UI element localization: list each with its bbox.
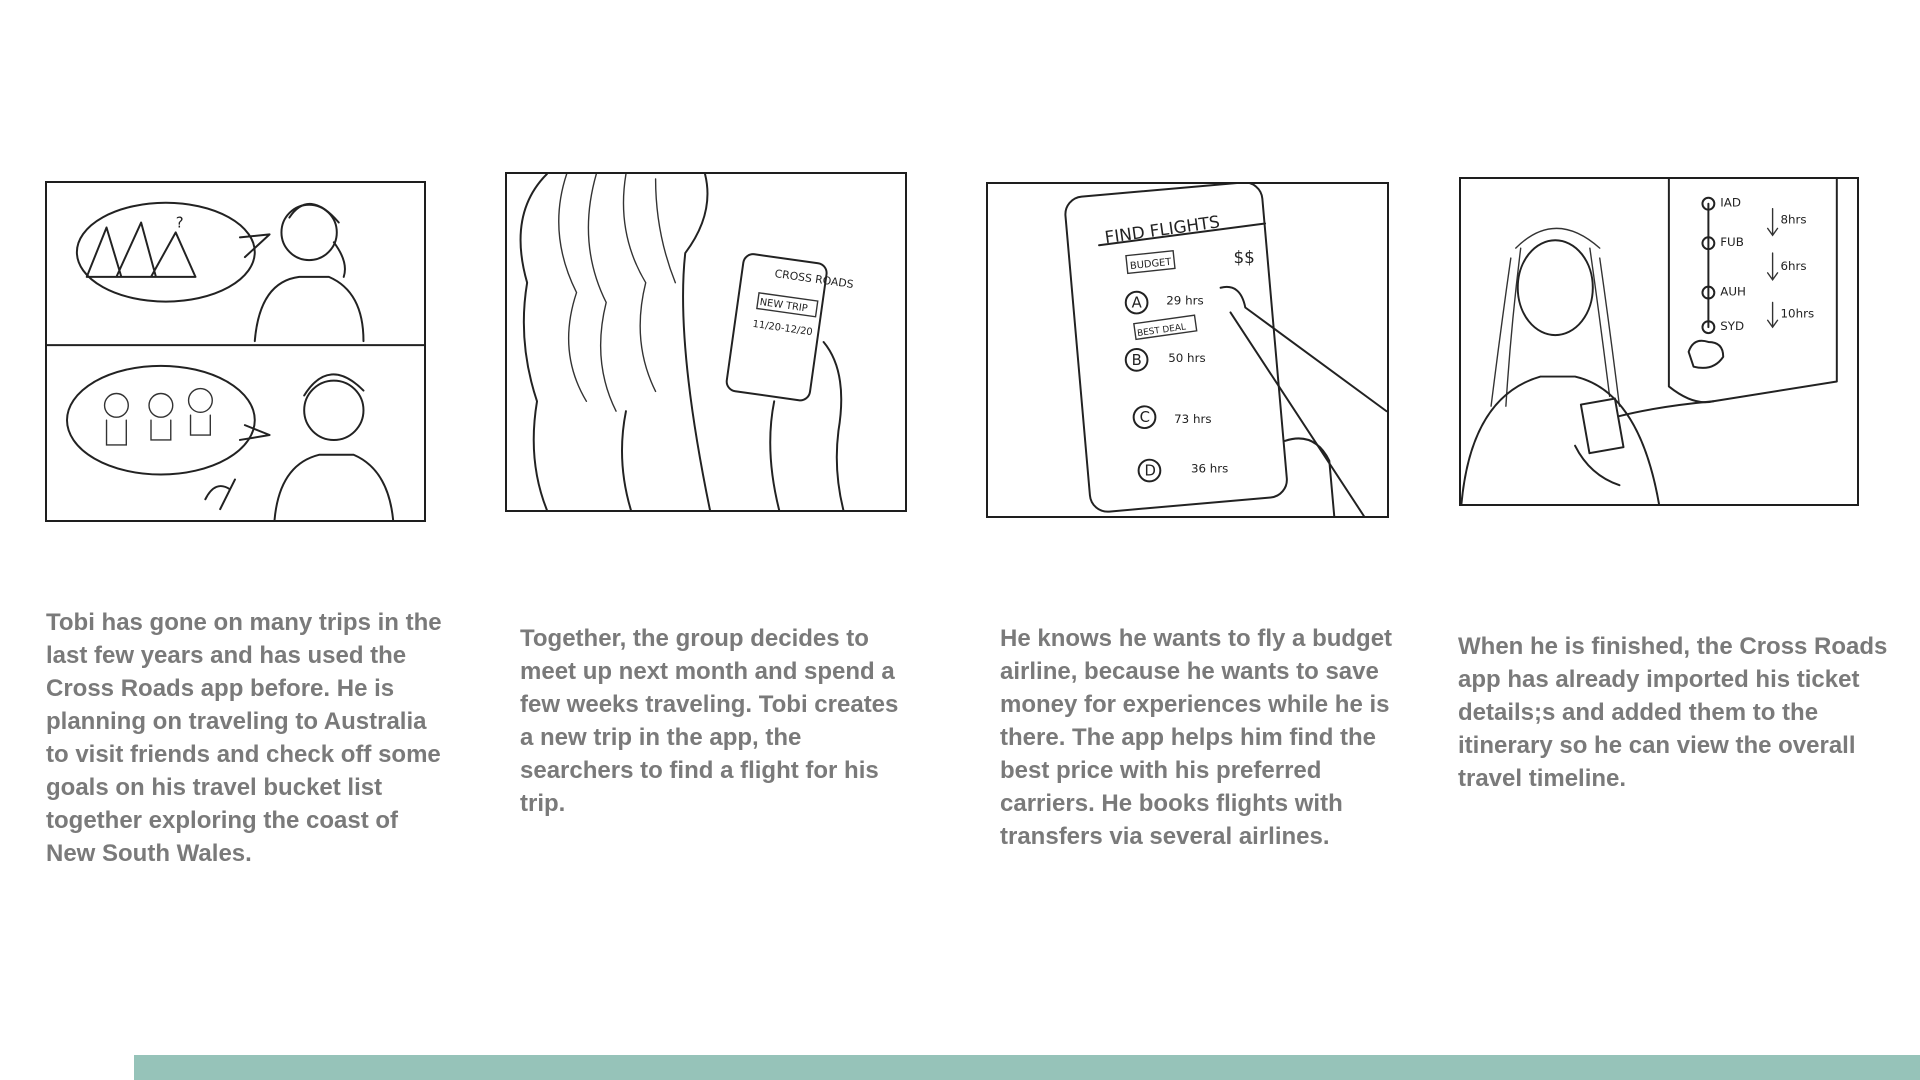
storyboard-frame-1 (45, 181, 426, 522)
storyboard-frame-4 (1459, 177, 1859, 506)
sketch-budget-filter: BUDGET (1129, 256, 1172, 273)
panel-2-caption: Together, the group decides to meet up next month and spend a few weeks traveling. Tobi creates a new trip in the app, the searchers to find a flight for his trip. (520, 625, 899, 817)
sketch-option-letter: D (1144, 462, 1156, 480)
storyboard-frame-3 (986, 182, 1389, 518)
sketch-itinerary-illustration (1461, 179, 1857, 504)
sketch-best-deal-tag: BEST DEAL (1136, 322, 1187, 340)
panel-3-caption: He knows he wants to fly a budget airline, because he wants to save money for experiences while he is there. The app helps him find the best price with his preferred carriers. He books flights with transfers via several airlines. (1000, 625, 1393, 850)
sketch-trip-dates: 11/20-12/20 (751, 318, 814, 339)
sketch-option-duration: 36 hrs (1190, 461, 1229, 476)
sketch-option-duration: 50 hrs (1168, 350, 1206, 365)
sketch-new-trip-label: NEW TRIP (758, 296, 809, 315)
sketch-option-letter: C (1139, 409, 1150, 427)
panel-1-caption: Tobi has gone on many trips in the last few years and has used the Cross Roads app before. He is planning on traveling to Australia to visit friends and check off some goals on his travel bucket list together exploring the coast of New South Wales. (46, 609, 442, 867)
sketch-option-duration: 73 hrs (1174, 412, 1212, 427)
sketch-stop: SYD (1720, 319, 1745, 334)
sketch-find-flights-illustration (988, 184, 1387, 516)
sketch-app-name: CROSS ROADS (773, 267, 855, 292)
sketch-stop: IAD (1720, 195, 1741, 210)
sketch-option-letter: B (1131, 351, 1142, 369)
svg-text:?: ? (175, 214, 184, 232)
sketch-leg-duration: 8hrs (1780, 212, 1807, 227)
sketch-phone-call-illustration (47, 183, 424, 520)
panel-4-caption: When he is finished, the Cross Roads app has already imported his ticket details;s and added them to the itinerary so he can view the overall travel timeline. (1458, 633, 1888, 792)
sketch-flight-options (1126, 292, 1229, 482)
sketch-find-flights-title: FIND FLIGHTS (1103, 211, 1222, 248)
sketch-stop: AUH (1720, 284, 1746, 299)
storyboard-frame-2 (505, 172, 907, 512)
sketch-price-symbol: $$ (1233, 247, 1255, 268)
footer-accent-bar (134, 1055, 1920, 1080)
sketch-stop: FUB (1720, 235, 1744, 250)
sketch-phone-app-illustration (507, 174, 905, 510)
sketch-leg-duration: 6hrs (1780, 258, 1807, 273)
sketch-option-duration: 29 hrs (1166, 293, 1204, 308)
sketch-leg-duration: 10hrs (1780, 306, 1815, 321)
sketch-option-letter: A (1131, 294, 1142, 312)
